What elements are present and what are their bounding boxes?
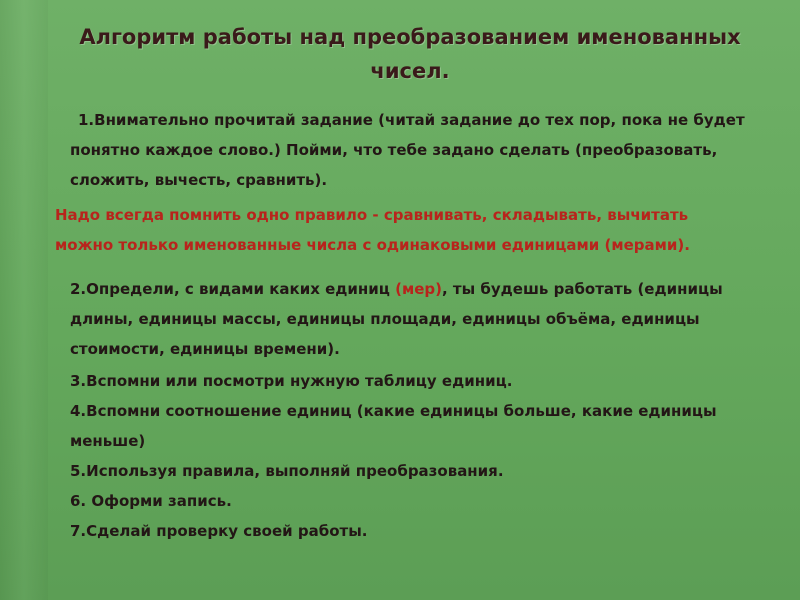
- rule-warning-line: можно только именованные числа с одинаковыми единицами (мерами).: [55, 236, 690, 254]
- step-2-line: [70, 274, 723, 304]
- step-4-line: меньше): [70, 432, 146, 450]
- rule-warning-line: Надо всегда помнить одно правило - сравнивать, складывать, вычитать: [55, 206, 689, 224]
- step-5: 5.Используя правила, выполняй преобразования.: [70, 462, 504, 480]
- rule-warning: [55, 200, 690, 260]
- step-2-line: длины, единицы массы, единицы площади, единицы объёма, единицы: [70, 310, 700, 328]
- slide-title-line: чисел.: [370, 59, 450, 83]
- highlight-mera: (мер): [395, 280, 443, 298]
- step-1: [70, 105, 745, 195]
- decorative-stripe: [0, 0, 48, 600]
- step-2-text: 2.Определи, с видами каких единиц: [70, 280, 396, 298]
- step-1-line: сложить, вычесть, сравнить).: [70, 171, 328, 189]
- step-1-line: понятно каждое слово.) Пойми, что тебе задано сделать (преобразовать,: [70, 141, 718, 159]
- step-2-text: , ты будешь работать (единицы: [442, 280, 723, 298]
- step-1-line: 1.Внимательно прочитай задание (читай задание до тех пор, пока не будет: [78, 111, 745, 129]
- slide-title: [60, 20, 760, 88]
- step-4-line: 4.Вспомни соотношение единиц (какие единицы больше, какие единицы: [70, 402, 717, 420]
- step-2: [70, 274, 723, 364]
- step-7: 7.Сделай проверку своей работы.: [70, 522, 368, 540]
- step-6: 6. Оформи запись.: [70, 492, 232, 510]
- steps-3-to-7: [70, 366, 717, 546]
- slide-title-line: Алгоритм работы над преобразованием именованных: [79, 25, 741, 49]
- step-2-line: стоимости, единицы времени).: [70, 340, 340, 358]
- step-3: 3.Вспомни или посмотри нужную таблицу единиц.: [70, 372, 513, 390]
